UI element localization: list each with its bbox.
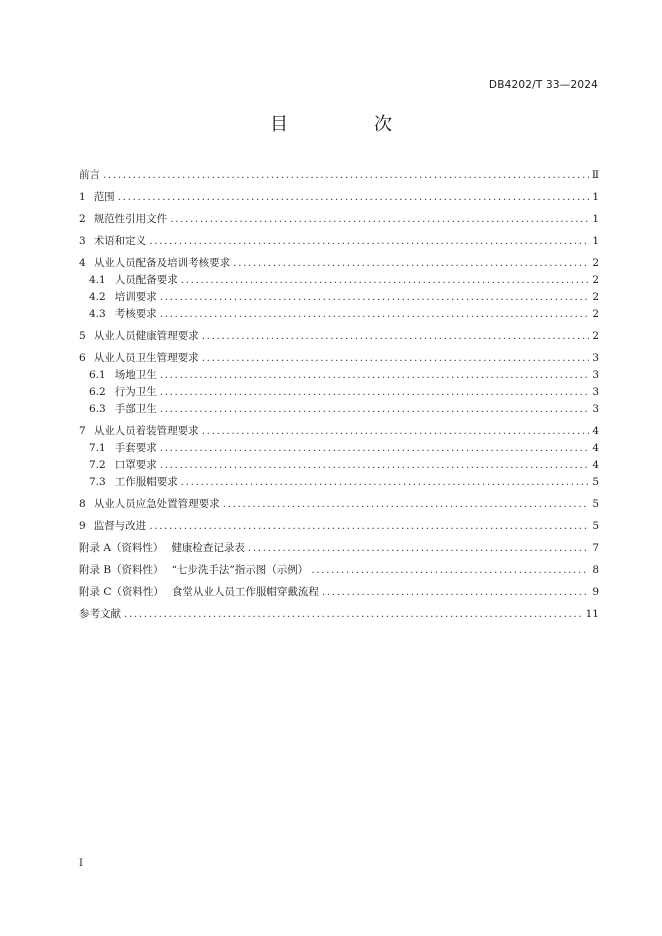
- toc-leader-dots: [248, 540, 589, 557]
- toc-entry-number: 8: [79, 498, 86, 510]
- toc-entry-title: 参考文献: [79, 608, 121, 620]
- toc-entry-label-group: [79, 562, 308, 579]
- toc-entry-label-group: [79, 328, 199, 345]
- toc-entry-number: 1: [79, 191, 86, 203]
- toc-entry-title: 健康检查记录表: [171, 542, 245, 554]
- toc-entry[interactable]: [79, 189, 599, 206]
- toc-entry-label-group: [79, 584, 319, 601]
- toc-entry-label-group: [79, 211, 167, 228]
- toc-entry-label-group: [79, 167, 100, 184]
- toc-entry[interactable]: [79, 584, 599, 601]
- toc-entry-label-group: [79, 306, 157, 323]
- toc-entry[interactable]: [79, 255, 599, 272]
- toc-entry-page: 4: [592, 459, 599, 471]
- toc-entry-number: 附录 B（资料性）: [79, 564, 164, 576]
- toc-entry-title: 考核要求: [114, 308, 157, 320]
- toc-entry-number: 9: [79, 520, 86, 532]
- toc-entry[interactable]: [79, 272, 599, 289]
- toc-entry-page: 2: [592, 257, 599, 269]
- toc-leader-dots: [181, 272, 590, 289]
- toc-entry-title: 从业人员卫生管理要求: [93, 352, 199, 364]
- toc-entry-number: 6.3: [89, 403, 106, 415]
- toc-entry-number: 6: [79, 352, 86, 364]
- toc-entry-page: 3: [592, 352, 599, 364]
- toc-entry-title: 前言: [79, 169, 100, 181]
- toc-leader-dots: [202, 328, 590, 345]
- toc-leader-dots: [202, 350, 590, 367]
- toc-leader-dots: [149, 518, 589, 535]
- toc-leader-dots: [160, 401, 590, 418]
- page-number: I: [79, 858, 83, 869]
- toc-entry-title: 术语和定义: [93, 235, 147, 247]
- toc-leader-dots: [160, 306, 590, 323]
- toc-entry[interactable]: [79, 211, 599, 228]
- toc-entry-title: 从业人员着装管理要求: [93, 425, 199, 437]
- toc-entry-title: 食堂从业人员工作服帽穿戴流程: [171, 586, 319, 598]
- toc-entry-page: 3: [592, 403, 599, 415]
- toc-leader-dots: [149, 233, 589, 250]
- toc-entry[interactable]: [79, 367, 599, 384]
- toc-entry-label-group: [79, 457, 157, 474]
- toc-entry-label-group: [79, 233, 146, 250]
- toc-entry-number: 附录 C（资料性）: [79, 586, 164, 598]
- toc-entry-page: 7: [592, 542, 599, 554]
- page-title: 目 次: [270, 114, 426, 135]
- toc-entry-page: 2: [592, 330, 599, 342]
- toc-entry-number: 附录 A（资料性）: [79, 542, 164, 554]
- toc-entry[interactable]: [79, 423, 599, 440]
- toc-entry-number: 6.2: [89, 386, 106, 398]
- toc-entry-title: 工作服帽要求: [114, 476, 178, 488]
- toc-entry[interactable]: [79, 562, 599, 579]
- toc-entry-label-group: [79, 367, 157, 384]
- toc-entry-title: 监督与改进: [93, 520, 147, 532]
- toc-entry-page: Ⅱ: [591, 169, 599, 181]
- toc-entry-number: 4: [79, 257, 86, 269]
- toc-entry-label-group: [79, 496, 220, 513]
- toc-entry-title: 从业人员健康管理要求: [93, 330, 199, 342]
- toc-entry[interactable]: [79, 606, 599, 623]
- toc-entry-page: 1: [592, 213, 599, 225]
- toc-entry-label-group: [79, 384, 157, 401]
- toc-entry-label-group: [79, 272, 178, 289]
- toc-entry-title: 从业人员配备及培训考核要求: [93, 257, 231, 269]
- toc-entry-page: 5: [592, 476, 599, 488]
- toc-entry-number: 7.1: [89, 442, 106, 454]
- toc-entry-page: 4: [592, 442, 599, 454]
- toc-entry-page: 8: [592, 564, 599, 576]
- toc-entry-label-group: [79, 440, 157, 457]
- toc-entry-title: 培训要求: [114, 291, 157, 303]
- toc-entry[interactable]: [79, 457, 599, 474]
- toc-entry-label-group: [79, 540, 245, 557]
- toc-leader-dots: [160, 384, 590, 401]
- toc-entry[interactable]: [79, 440, 599, 457]
- toc-entry-page: 5: [592, 498, 599, 510]
- toc-entry-number: 4.3: [89, 308, 106, 320]
- toc-leader-dots: [160, 289, 590, 306]
- toc-entry-page: 9: [592, 586, 599, 598]
- toc-entry-label-group: [79, 606, 121, 623]
- toc-entry-label-group: [79, 350, 199, 367]
- toc-entry[interactable]: [79, 306, 599, 323]
- toc-leader-dots: [160, 367, 590, 384]
- toc-entry-page: 1: [592, 235, 599, 247]
- toc-entry-label-group: [79, 518, 146, 535]
- toc-leader-dots: [160, 457, 590, 474]
- toc-leader-dots: [124, 606, 583, 623]
- toc-entry-label-group: [79, 255, 230, 272]
- toc-entry-title: 行为卫生: [114, 386, 157, 398]
- toc-entry[interactable]: [79, 289, 599, 306]
- toc-entry[interactable]: [79, 167, 599, 184]
- toc-entry-page: 3: [592, 369, 599, 381]
- toc-entry[interactable]: [79, 518, 599, 535]
- table-of-contents: [79, 167, 599, 623]
- toc-entry-title: 范围: [93, 191, 115, 203]
- toc-entry-page: 2: [592, 274, 599, 286]
- toc-leader-dots: [311, 562, 589, 579]
- toc-leader-dots: [118, 189, 590, 206]
- toc-entry-number: 7.3: [89, 476, 106, 488]
- toc-entry-page: 4: [592, 425, 599, 437]
- toc-entry-title: 手部卫生: [114, 403, 157, 415]
- toc-leader-dots: [202, 423, 590, 440]
- toc-entry-number: 6.1: [89, 369, 106, 381]
- toc-entry[interactable]: [79, 474, 599, 491]
- toc-entry-page: 2: [592, 291, 599, 303]
- toc-entry[interactable]: [79, 540, 599, 557]
- toc-leader-dots: [322, 584, 589, 601]
- toc-leader-dots: [233, 255, 589, 272]
- toc-entry-number: 7: [79, 425, 86, 437]
- toc-entry-page: 2: [592, 308, 599, 320]
- toc-entry-page: 1: [592, 191, 599, 203]
- toc-entry-number: 4.1: [89, 274, 106, 286]
- toc-entry-label-group: [79, 401, 157, 418]
- toc-entry[interactable]: [79, 328, 599, 345]
- toc-entry-title: 场地卫生: [114, 369, 157, 381]
- toc-entry-title: 从业人员应急处置管理要求: [93, 498, 220, 510]
- toc-entry-number: 2: [79, 213, 86, 225]
- toc-entry-title: 手套要求: [114, 442, 157, 454]
- toc-leader-dots: [181, 474, 590, 491]
- toc-entry[interactable]: [79, 233, 599, 250]
- toc-entry-label-group: [79, 423, 199, 440]
- toc-entry-number: 3: [79, 235, 86, 247]
- toc-entry-number: 5: [79, 330, 86, 342]
- toc-entry-label-group: [79, 289, 157, 306]
- toc-leader-dots: [223, 496, 590, 513]
- toc-entry-page: 11: [585, 608, 599, 620]
- toc-leader-dots: [170, 211, 589, 228]
- toc-entry-title: 口罩要求: [114, 459, 157, 471]
- toc-entry-page: 3: [592, 386, 599, 398]
- toc-entry-title: 人员配备要求: [114, 274, 178, 286]
- toc-entry[interactable]: [79, 401, 599, 418]
- document-code: DB4202/T 33—2024: [488, 79, 598, 91]
- toc-entry-number: 7.2: [89, 459, 106, 471]
- toc-leader-dots: [103, 167, 589, 184]
- toc-entry-label-group: [79, 189, 115, 206]
- toc-entry[interactable]: [79, 350, 599, 367]
- toc-entry-label-group: [79, 474, 178, 491]
- toc-leader-dots: [160, 440, 590, 457]
- toc-entry[interactable]: [79, 496, 599, 513]
- toc-entry[interactable]: [79, 384, 599, 401]
- toc-entry-number: 4.2: [89, 291, 106, 303]
- toc-entry-title: “七步洗手法”指示图（示例）: [171, 564, 309, 576]
- toc-entry-page: 5: [592, 520, 599, 532]
- toc-entry-title: 规范性引用文件: [93, 213, 168, 225]
